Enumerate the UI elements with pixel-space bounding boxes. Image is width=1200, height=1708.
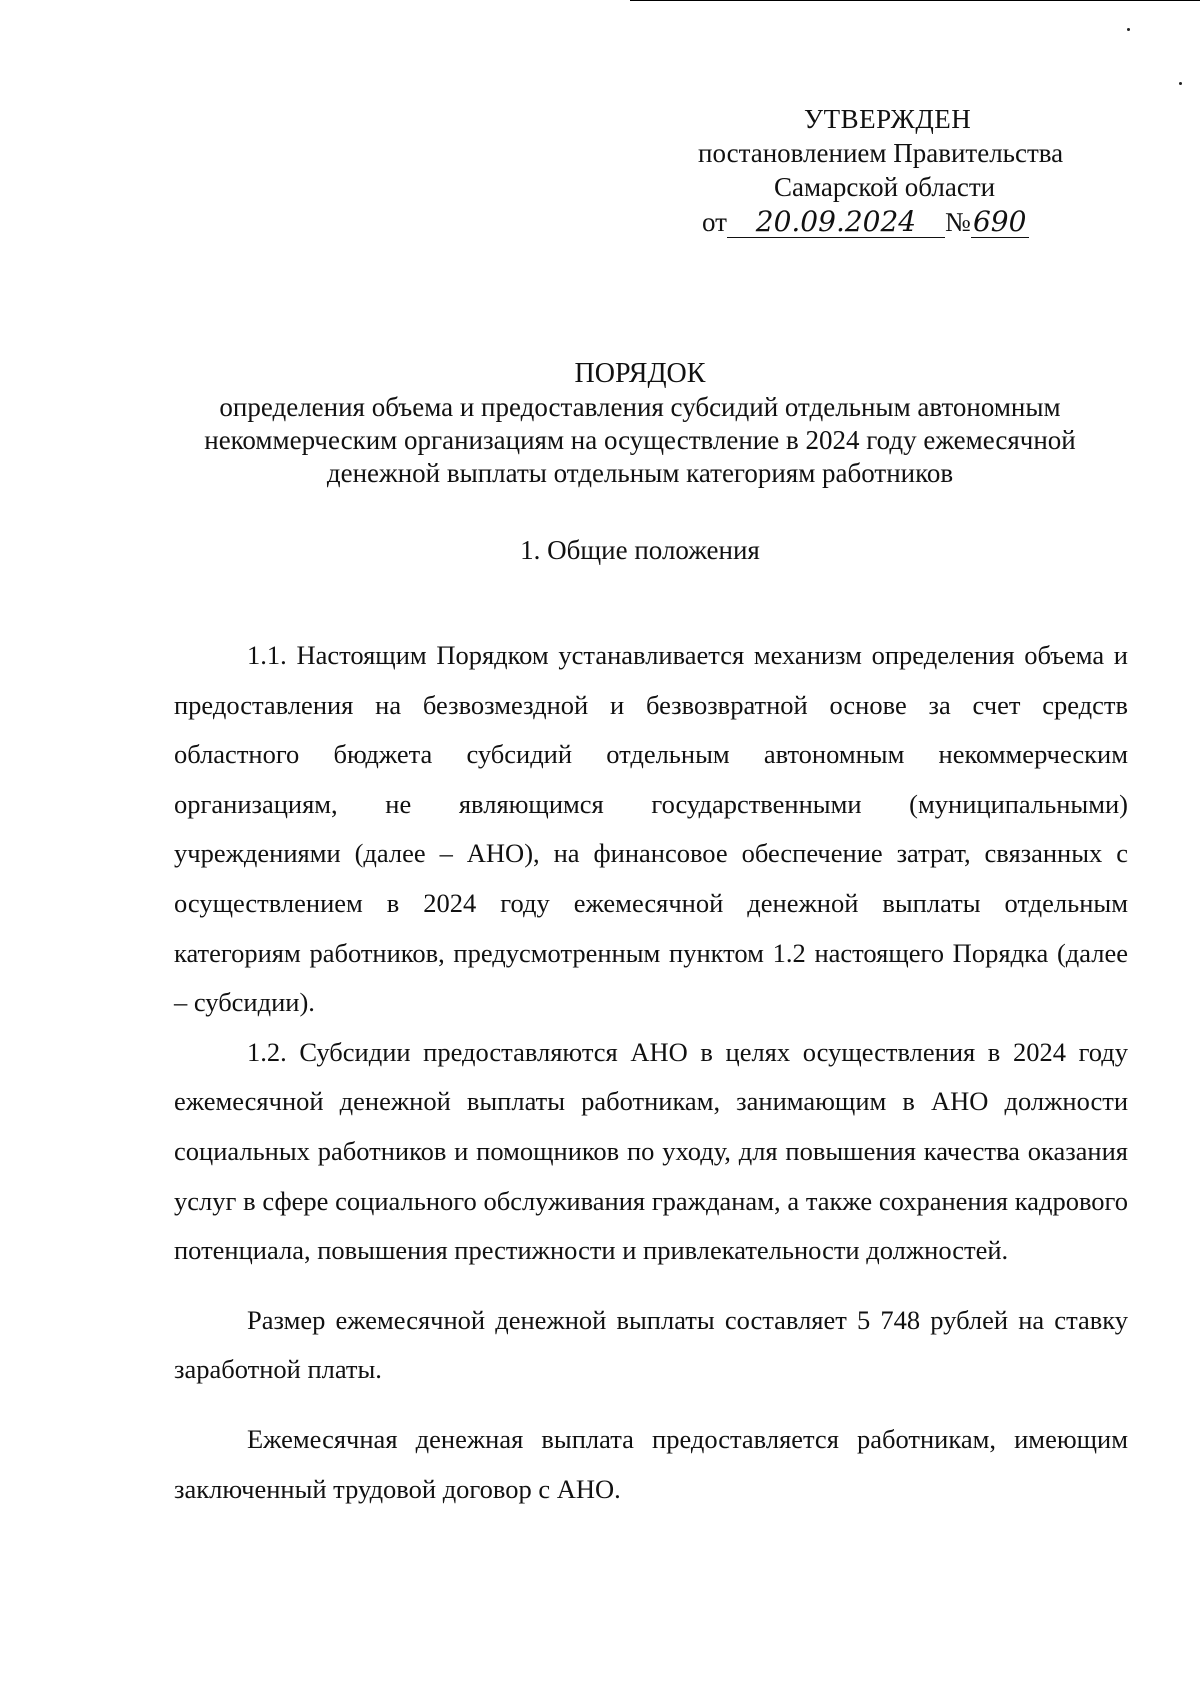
- approval-title: УТВЕРЖДЕН: [804, 104, 972, 134]
- scan-speck: [1179, 82, 1182, 85]
- paragraph-eligibility: Ежемесячная денежная выплата предоставляется работникам, имеющим заключенный трудовой договор с АНО.: [174, 1423, 1128, 1504]
- paragraph-1-1: 1.1. Настоящим Порядком устанавливается механизм определения объема и предоставления на безвозмездной и безвозвратной основе за счет средств областного бюджета субсидий отдельным автономным некоммерческим организациям, не являющимся государственными (муниципальными) учреждениями (далее – АНО), на финансовое обеспечение затрат, связанных с осуществлением в 2024 году ежемесячной денежной выплаты отдельным категориям работников, предусмотренным пунктом 1.2 настоящего Порядка (далее – субсидии).: [174, 640, 1128, 1018]
- approval-date-number-row: [702, 206, 1029, 239]
- approval-authority: постановлением Правительства: [698, 138, 1064, 168]
- paragraph-payment-amount: Размер ежемесячной денежной выплаты составляет 5 748 рублей на ставку заработной платы.: [174, 1304, 1128, 1385]
- document-body: [174, 631, 1128, 1514]
- handwritten-date: 20.09.2024: [727, 207, 945, 238]
- number-prefix: №: [944, 207, 971, 237]
- scan-edge-line: [630, 0, 1200, 1]
- paragraph-1-2: 1.2. Субсидии предоставляются АНО в целях осуществления в 2024 году ежемесячной денежной выплаты работникам, занимающим в АНО должности социальных работников и помощников по уходу, для повышения качества оказания услуг в сфере социального обслуживания гражданам, а также сохранения кадрового потенциала, повышения престижности и привлекательности должностей.: [174, 1036, 1128, 1266]
- approval-region: Самарской области: [774, 172, 996, 202]
- section-heading: 1. Общие положения: [520, 535, 760, 565]
- document-title: ПОРЯДОК: [574, 358, 706, 389]
- document-title-block: [170, 357, 1110, 490]
- date-prefix: от: [702, 207, 727, 237]
- document-subtitle: определения объема и предоставления субсидий отдельным автономным некоммерческим организациям на осуществление в 2024 году ежемесячной денежной выплаты отдельным категориям работников: [204, 392, 1076, 488]
- handwritten-number: 690: [971, 207, 1029, 238]
- scan-speck: [1127, 28, 1130, 31]
